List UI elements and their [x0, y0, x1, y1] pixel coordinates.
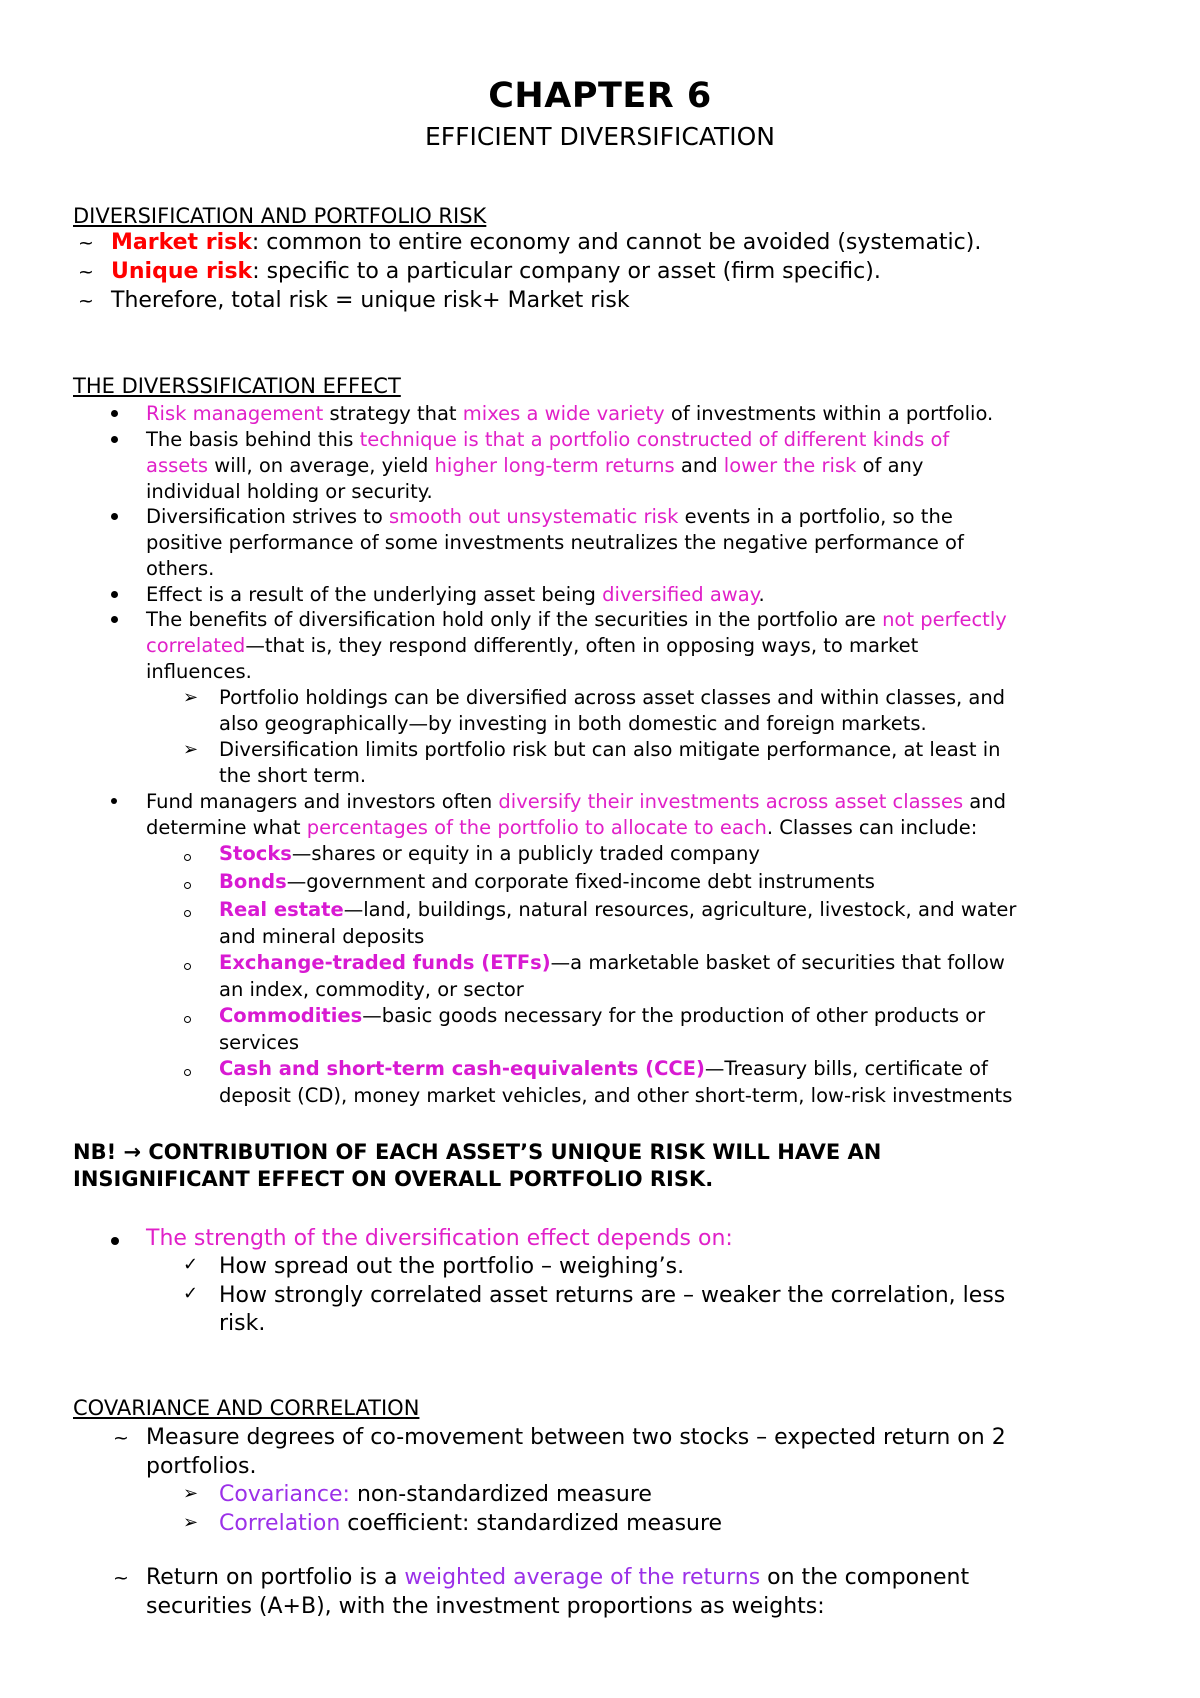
tilde-bullet-icon: ~ — [78, 261, 94, 283]
check-correlation-line2: risk. — [219, 1311, 266, 1336]
chapter-title: CHAPTER 6 — [488, 76, 712, 116]
highlight-text: lower the risk — [723, 454, 857, 477]
class-stocks — [219, 842, 760, 865]
bullet-dot-icon — [111, 513, 118, 520]
body-text: The benefits of diversification hold only if the securities in the portfolio are — [146, 608, 883, 631]
class-description: —a marketable basket of securities that follow — [550, 951, 1005, 974]
bullet-smooth-line3: others. — [146, 557, 215, 580]
section-heading-covariance: COVARIANCE AND CORRELATION — [73, 1396, 420, 1420]
body-text: —that is, they respond differently, often in opposing ways, to market — [245, 634, 919, 657]
class-description: —shares or equity in a publicly traded company — [291, 842, 760, 865]
body-text: Effect is a result of the underlying asset being — [146, 583, 603, 606]
class-real-estate-line2: and mineral deposits — [219, 925, 425, 948]
nb-note-line2: INSIGNIFICANT EFFECT ON OVERALL PORTFOLIO RISK. — [73, 1167, 714, 1191]
unique-risk-item — [111, 259, 881, 284]
chapter-subtitle: EFFICIENT DIVERSIFICATION — [425, 122, 775, 151]
highlight-text: higher long-term returns — [434, 454, 675, 477]
tilde-bullet-icon: ~ — [78, 232, 94, 254]
body-text: Diversification strives to — [146, 505, 389, 528]
class-term: Cash and short-term cash-equivalents (CCE) — [219, 1057, 705, 1080]
bullet-dot-icon — [111, 616, 118, 623]
body-text: will, on average, yield — [208, 454, 435, 477]
return-line2: securities (A+B), with the investment proportions as weights: — [146, 1594, 825, 1619]
arrow-bullet-icon: ➢ — [183, 1512, 199, 1533]
bullet-risk-management — [146, 402, 993, 425]
nb-note-line1: NB! → CONTRIBUTION OF EACH ASSET’S UNIQUE RISK WILL HAVE AN — [73, 1140, 882, 1164]
body-text: and — [674, 454, 724, 477]
bullet-dot-icon — [111, 436, 118, 443]
bullet-smooth-line2: positive performance of some investments neutralizes the negative performance of — [146, 531, 964, 554]
bullet-fund-line1 — [146, 790, 1006, 813]
highlight-text: Correlation — [219, 1511, 341, 1536]
circle-bullet-icon — [184, 1069, 191, 1076]
bullet-benefits-line1 — [146, 608, 1007, 631]
market-risk-term: Market risk — [111, 230, 252, 255]
highlight-text: Covariance: — [219, 1482, 350, 1507]
body-text: and — [963, 790, 1006, 813]
highlight-text: mixes a wide variety — [462, 402, 665, 425]
class-real-estate-line1 — [219, 898, 1016, 921]
arrow-bullet-icon: ➢ — [183, 1483, 199, 1504]
highlight-text: weighted average of the returns — [404, 1565, 761, 1590]
class-description: —Treasury bills, certificate of — [704, 1057, 988, 1080]
tilde-bullet-icon: ~ — [113, 1567, 129, 1589]
bullet-fund-line2 — [146, 816, 977, 839]
strength-statement: The strength of the diversification effect depends on: — [146, 1226, 733, 1251]
highlight-text: percentages of the portfolio to allocate to each — [306, 816, 767, 839]
class-commodities-line2: services — [219, 1031, 300, 1054]
section-heading-diversification-effect: THE DIVERSSIFICATION EFFECT — [73, 374, 401, 398]
body-text: coefficient: standardized measure — [340, 1511, 723, 1536]
highlight-text: diversify their investments across asset classes — [498, 790, 964, 813]
class-description: —basic goods necessary for the production of other products or — [362, 1004, 986, 1027]
check-correlation-line1: How strongly correlated asset returns are – weaker the correlation, less — [219, 1283, 1006, 1308]
body-text: events in a portfolio, so the — [678, 505, 953, 528]
body-text: . Classes can include: — [766, 816, 978, 839]
sub-limits-line2: the short term. — [219, 764, 367, 787]
sub-limits-line1: Diversification limits portfolio risk but can also mitigate performance, at least in — [219, 738, 1001, 761]
body-text: of any — [856, 454, 924, 477]
body-text: on the component — [760, 1565, 970, 1590]
bullet-benefits-line3: influences. — [146, 660, 252, 683]
bullet-dot-icon — [111, 1237, 119, 1245]
correlation-item — [219, 1511, 722, 1536]
total-risk-item: Therefore, total risk = unique risk+ Market risk — [111, 288, 630, 313]
unique-risk-definition: : specific to a particular company or asset (firm specific). — [252, 259, 881, 284]
body-text: Return on portfolio is a — [146, 1565, 405, 1590]
body-text: determine what — [146, 816, 307, 839]
highlight-text: Risk management — [146, 402, 324, 425]
bullet-dot-icon — [111, 798, 117, 804]
class-etf-line2: an index, commodity, or sector — [219, 978, 524, 1001]
bullet-basis-line3: individual holding or security. — [146, 480, 433, 503]
body-text: Fund managers and investors often — [146, 790, 499, 813]
check-spread: How spread out the portfolio – weighing’s. — [219, 1254, 685, 1279]
unique-risk-term: Unique risk — [111, 259, 253, 284]
checkmark-icon: ✓ — [183, 1254, 199, 1275]
sub-holdings-line2: also geographically—by investing in both domestic and foreign markets. — [219, 712, 927, 735]
class-description: —land, buildings, natural resources, agriculture, livestock, and water — [343, 898, 1017, 921]
measure-line2: portfolios. — [146, 1454, 257, 1479]
highlight-text: smooth out unsystematic risk — [388, 505, 679, 528]
circle-bullet-icon — [184, 910, 191, 917]
measure-line1: Measure degrees of co-movement between two stocks – expected return on 2 — [146, 1425, 1006, 1450]
class-cce-line1 — [219, 1057, 988, 1080]
bullet-smooth-line1 — [146, 505, 953, 528]
class-term: Commodities — [219, 1004, 363, 1027]
class-description: —government and corporate fixed-income debt instruments — [286, 870, 875, 893]
arrow-bullet-icon: ➢ — [183, 687, 199, 708]
bullet-dot-icon — [111, 591, 118, 598]
market-risk-item — [111, 230, 981, 255]
highlight-text: correlated — [146, 634, 246, 657]
bullet-dot-icon — [111, 410, 118, 417]
circle-bullet-icon — [184, 963, 191, 970]
class-etf-line1 — [219, 951, 1005, 974]
sub-holdings-line1: Portfolio holdings can be diversified across asset classes and within classes, and — [219, 686, 1006, 709]
circle-bullet-icon — [184, 1016, 191, 1023]
covariance-item — [219, 1482, 652, 1507]
checkmark-icon: ✓ — [183, 1283, 199, 1304]
arrow-bullet-icon: ➢ — [183, 739, 199, 760]
body-text: . — [758, 583, 765, 606]
tilde-bullet-icon: ~ — [78, 290, 94, 312]
circle-bullet-icon — [184, 882, 191, 889]
highlight-text: technique is that a portfolio constructed of different kinds of — [359, 428, 950, 451]
body-text: of investments within a portfolio. — [664, 402, 994, 425]
highlight-text: diversified away — [602, 583, 759, 606]
bullet-basis-line2 — [146, 454, 923, 477]
body-text: The basis behind this — [146, 428, 360, 451]
bullet-basis-line1 — [146, 428, 949, 451]
return-line1 — [146, 1565, 969, 1590]
class-commodities-line1 — [219, 1004, 985, 1027]
bullet-effect — [146, 583, 765, 606]
class-term: Stocks — [219, 842, 292, 865]
tilde-bullet-icon: ~ — [113, 1427, 129, 1449]
class-term: Exchange-traded funds (ETFs) — [219, 951, 551, 974]
market-risk-definition: : common to entire economy and cannot be avoided (systematic). — [251, 230, 982, 255]
section-heading-portfolio-risk: DIVERSIFICATION AND PORTFOLIO RISK — [73, 204, 487, 228]
highlight-text: not perfectly — [882, 608, 1007, 631]
class-term: Real estate — [219, 898, 344, 921]
circle-bullet-icon — [184, 854, 191, 861]
bullet-benefits-line2 — [146, 634, 918, 657]
class-term: Bonds — [219, 870, 287, 893]
class-bonds — [219, 870, 875, 893]
body-text: non-standardized measure — [349, 1482, 652, 1507]
body-text: strategy that — [323, 402, 463, 425]
class-cce-line2: deposit (CD), money market vehicles, and other short-term, low-risk investments — [219, 1084, 1013, 1107]
highlight-text: assets — [146, 454, 209, 477]
